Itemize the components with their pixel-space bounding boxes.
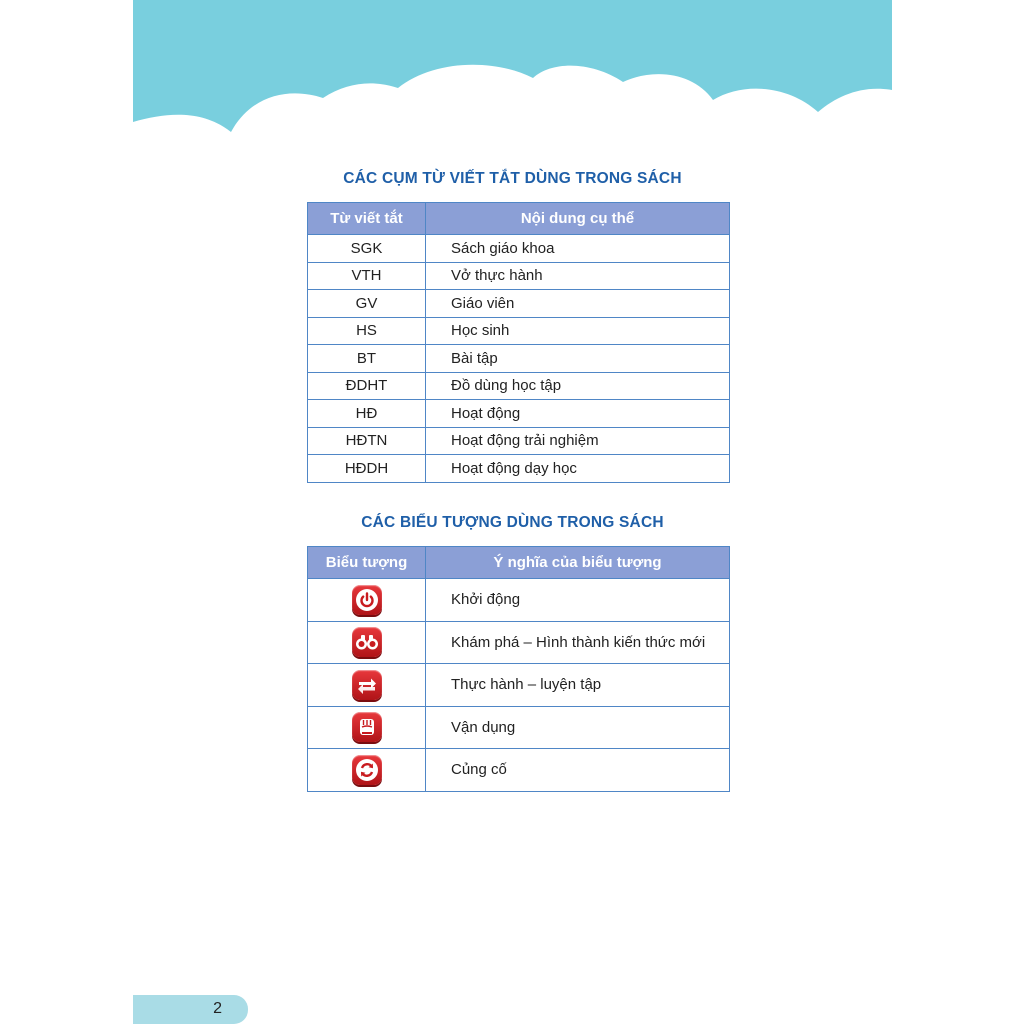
table-row (308, 579, 730, 622)
table-row (308, 706, 730, 749)
binoculars-icon (352, 627, 382, 657)
meaning-cell: Học sinh (426, 317, 730, 345)
meaning-cell: Vở thực hành (426, 262, 730, 290)
meaning-cell: Sách giáo khoa (426, 235, 730, 263)
abbr-cell: GV (308, 290, 426, 318)
table-row (308, 455, 730, 483)
meaning-cell: Giáo viên (426, 290, 730, 318)
page-number: 2 (213, 1000, 222, 1017)
column-header-abbr: Từ viết tắt (308, 203, 426, 235)
table-row (308, 372, 730, 400)
abbreviations-table (307, 202, 730, 483)
column-header-meaning: Nội dung cụ thể (426, 203, 730, 235)
meaning-cell: Khám phá – Hình thành kiến thức mới (426, 621, 730, 664)
icon-cell (308, 621, 426, 664)
fist-icon (352, 712, 382, 742)
abbr-cell: HĐTN (308, 427, 426, 455)
abbr-cell: VTH (308, 262, 426, 290)
meaning-cell: Hoạt động trải nghiệm (426, 427, 730, 455)
icon-cell (308, 664, 426, 707)
meaning-cell: Củng cố (426, 749, 730, 792)
icon-cell (308, 706, 426, 749)
table-row (308, 749, 730, 792)
abbr-cell: ĐDHT (308, 372, 426, 400)
table-header-row (308, 547, 730, 579)
book-page (133, 0, 892, 1024)
table-row (308, 400, 730, 428)
icons-table (307, 546, 730, 792)
meaning-cell: Bài tập (426, 345, 730, 373)
column-header-icon-meaning: Ý nghĩa của biểu tượng (426, 547, 730, 579)
icons-title: CÁC BIỂU TƯỢNG DÙNG TRONG SÁCH (361, 514, 664, 531)
page-number-tab (133, 995, 248, 1024)
column-header-icon: Biểu tượng (308, 547, 426, 579)
table-row (308, 427, 730, 455)
abbr-cell: SGK (308, 235, 426, 263)
meaning-cell: Đồ dùng học tập (426, 372, 730, 400)
power-icon (352, 585, 382, 615)
table-row (308, 664, 730, 707)
abbreviations-title: CÁC CỤM TỪ VIẾT TẮT DÙNG TRONG SÁCH (343, 170, 682, 187)
exchange-arrows-icon (352, 670, 382, 700)
meaning-cell: Khởi động (426, 579, 730, 622)
table-row (308, 290, 730, 318)
cloud-header-decoration (133, 0, 892, 140)
abbr-cell: BT (308, 345, 426, 373)
table-row (308, 262, 730, 290)
abbr-cell: HĐ (308, 400, 426, 428)
table-row (308, 235, 730, 263)
meaning-cell: Vận dụng (426, 706, 730, 749)
table-row (308, 621, 730, 664)
meaning-cell: Hoạt động dạy học (426, 455, 730, 483)
refresh-icon (352, 755, 382, 785)
table-header-row (308, 203, 730, 235)
icon-cell (308, 749, 426, 792)
meaning-cell: Hoạt động (426, 400, 730, 428)
abbr-cell: HĐDH (308, 455, 426, 483)
abbr-cell: HS (308, 317, 426, 345)
table-row (308, 345, 730, 373)
table-row (308, 317, 730, 345)
meaning-cell: Thực hành – luyện tập (426, 664, 730, 707)
icon-cell (308, 579, 426, 622)
